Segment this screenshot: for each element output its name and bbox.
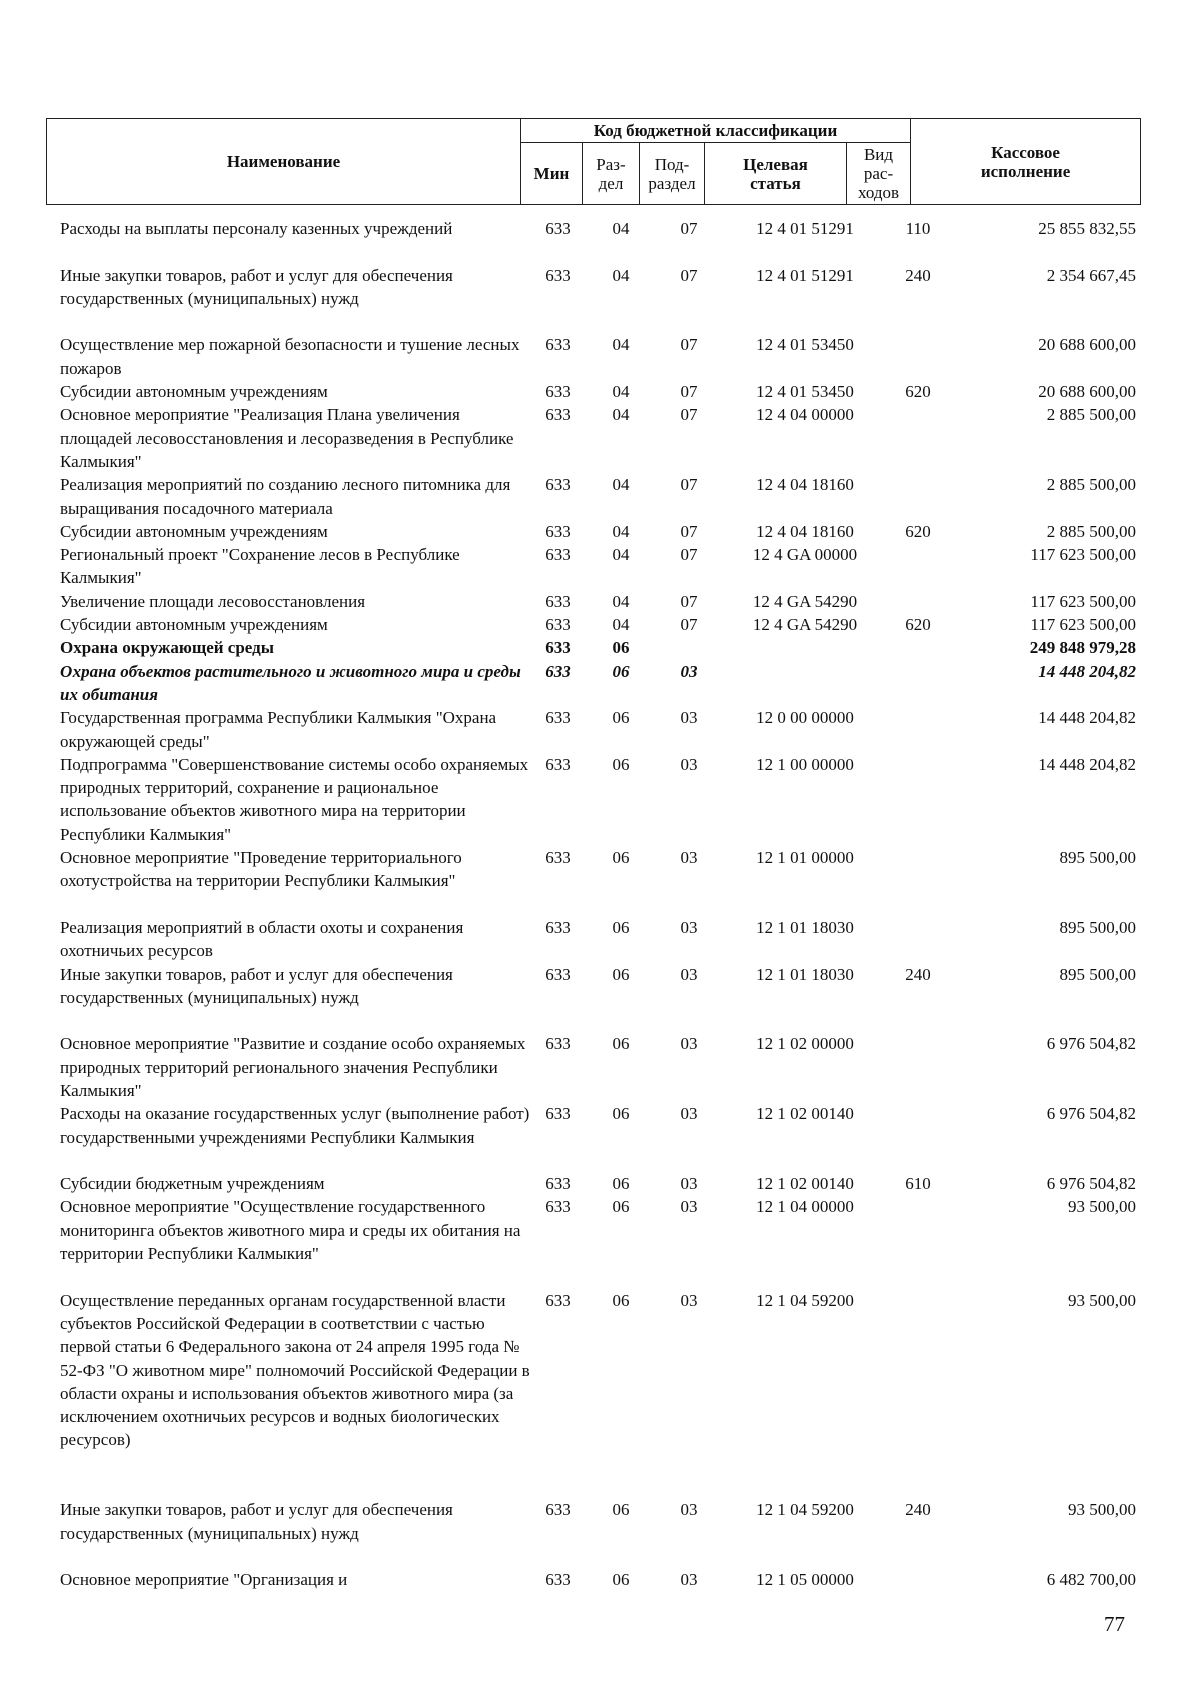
header-name: Наименование — [47, 119, 521, 205]
row-podrazdel: 03 — [680, 754, 698, 774]
row-kassovoe: 20 688 600,00 — [1038, 382, 1136, 402]
row-razdel: 04 — [612, 615, 630, 635]
row-kassovoe: 117 623 500,00 — [1030, 615, 1136, 635]
row-razdel: 06 — [612, 1570, 630, 1590]
row-vid: 620 — [905, 382, 931, 402]
row-celevaya: 12 4 01 53450 — [756, 382, 854, 402]
row-name: Осуществление переданных органам государственной власти субъектов Российской Федерации в соответствии с частью первой статьи 6 Федерального закона от 24 апреля 1995 года № 52-ФЗ "О животном мире" полномочий Российской Федерации в области охраны и использования объектов животного мира (за исключением охотничьих ресурсов и водных биологических ресурсов) — [60, 1290, 530, 1450]
row-min: 633 — [545, 335, 571, 355]
row-name: Расходы на выплаты персоналу казенных учреждений — [60, 219, 453, 238]
row-kassovoe: 6 976 504,82 — [1046, 1104, 1136, 1124]
row-name: Реализация мероприятий в области охоты и сохранения охотничьих ресурсов — [60, 917, 464, 961]
table-row — [0, 543, 1200, 590]
row-kassovoe: 2 885 500,00 — [1046, 405, 1136, 425]
row-celevaya: 12 1 01 00000 — [756, 848, 854, 868]
table-row — [0, 1498, 1200, 1568]
table-row — [0, 1289, 1200, 1499]
row-razdel: 06 — [612, 1104, 630, 1124]
row-podrazdel: 03 — [680, 1104, 698, 1124]
row-min: 633 — [545, 1034, 571, 1054]
row-name: Субсидии автономным учреждениям — [60, 615, 328, 635]
row-name: Осуществление мер пожарной безопасности и тушение лесных пожаров — [60, 335, 520, 378]
header-podrazdel-text: Под- раздел — [648, 154, 696, 193]
row-podrazdel: 03 — [680, 1500, 698, 1520]
row-podrazdel: 07 — [680, 219, 698, 238]
table-row — [0, 613, 1200, 636]
row-min: 633 — [545, 1174, 571, 1194]
row-name: Расходы на оказание государственных услуг (выполнение работ) государственными учреждениями Республики Калмыкия — [60, 1104, 530, 1147]
table-row — [0, 753, 1200, 846]
table-row — [0, 217, 1200, 264]
row-razdel: 04 — [612, 382, 630, 402]
row-name: Иные закупки товаров, работ и услуг для обеспечения государственных (муниципальных) нужд — [60, 265, 453, 308]
header-vid — [847, 143, 911, 205]
row-name: Основное мероприятие "Реализация Плана увеличения площадей лесовосстановления и лесоразведения в Республике Калмыкия" — [60, 405, 514, 471]
row-razdel: 04 — [612, 521, 630, 541]
header-vid-text: Вид рас- ходов — [858, 145, 900, 202]
page-number: 77 — [1104, 1612, 1125, 1636]
row-name: Основное мероприятие "Осуществление государственного мониторинга объектов животного мира и среды их обитания на территории Республики Калмыкия" — [60, 1197, 521, 1264]
row-podrazdel: 03 — [680, 1290, 698, 1310]
row-razdel: 06 — [612, 754, 630, 774]
table-row — [0, 403, 1200, 473]
row-celevaya: 12 4 01 51291 — [756, 219, 854, 238]
row-kassovoe: 117 623 500,00 — [1030, 545, 1136, 565]
header-code-group: Код бюджетной классификации — [521, 119, 911, 143]
row-podrazdel: 07 — [680, 405, 698, 425]
row-podrazdel: 03 — [680, 1570, 698, 1590]
row-razdel: 06 — [612, 1290, 630, 1310]
table-row — [0, 846, 1200, 916]
row-razdel: 06 — [612, 917, 630, 937]
row-vid: 240 — [905, 265, 931, 285]
row-vid: 610 — [905, 1174, 931, 1194]
row-name: Субсидии бюджетным учреждениям — [60, 1174, 325, 1194]
row-name: Основное мероприятие "Проведение территориального охотустройства на территории Республики Калмыкия" — [60, 848, 462, 891]
row-min: 633 — [545, 1290, 571, 1310]
row-min: 633 — [545, 219, 571, 238]
row-celevaya: 12 1 04 00000 — [756, 1197, 854, 1217]
row-min: 633 — [545, 1500, 571, 1520]
table-header — [46, 118, 1141, 205]
row-podrazdel: 07 — [680, 545, 698, 565]
row-celevaya: 12 4 01 51291 — [756, 265, 854, 285]
row-celevaya: 12 1 01 18030 — [756, 917, 854, 937]
row-min: 633 — [545, 708, 571, 728]
row-name: Увеличение площади лесовосстановления — [60, 591, 366, 611]
row-podrazdel: 03 — [680, 1197, 698, 1217]
row-celevaya: 12 4 GA 54290 — [752, 591, 858, 611]
row-razdel: 06 — [612, 661, 630, 681]
row-celevaya: 12 1 02 00000 — [756, 1034, 854, 1054]
row-kassovoe: 14 448 204,82 — [1038, 661, 1136, 681]
row-kassovoe: 2 885 500,00 — [1046, 521, 1136, 541]
row-razdel: 04 — [612, 335, 630, 355]
row-celevaya: 12 1 02 00140 — [756, 1104, 854, 1124]
row-celevaya: 12 1 02 00140 — [756, 1174, 854, 1194]
row-min: 633 — [545, 1197, 571, 1217]
row-min: 633 — [545, 405, 571, 425]
table-row — [0, 963, 1200, 1033]
row-kassovoe: 895 500,00 — [1059, 964, 1136, 984]
row-min: 633 — [545, 382, 571, 402]
table-row — [0, 1172, 1200, 1195]
row-podrazdel: 03 — [680, 708, 698, 728]
row-min: 633 — [545, 964, 571, 984]
row-name: Основное мероприятие "Организация и — [60, 1570, 348, 1590]
row-min: 633 — [545, 265, 571, 285]
row-podrazdel: 03 — [680, 964, 698, 984]
row-min: 633 — [545, 661, 571, 681]
row-kassovoe: 93 500,00 — [1068, 1500, 1136, 1520]
row-kassovoe: 6 976 504,82 — [1046, 1034, 1136, 1054]
row-name: Реализация мероприятий по созданию лесного питомника для выращивания посадочного материала — [60, 475, 511, 518]
row-kassovoe: 895 500,00 — [1059, 848, 1136, 868]
row-min: 633 — [545, 1104, 571, 1124]
table-row — [0, 1568, 1200, 1591]
row-kassovoe: 6 976 504,82 — [1046, 1174, 1136, 1194]
row-razdel: 04 — [612, 405, 630, 425]
row-min: 633 — [545, 917, 571, 937]
header-celevaya — [705, 143, 847, 205]
header-podrazdel — [640, 143, 705, 205]
row-razdel: 04 — [612, 591, 630, 611]
row-podrazdel: 07 — [680, 475, 698, 495]
table-row — [0, 264, 1200, 334]
row-kassovoe: 14 448 204,82 — [1038, 754, 1136, 774]
header-min: Мин — [521, 143, 583, 205]
row-podrazdel: 07 — [680, 382, 698, 402]
table-row — [0, 1032, 1200, 1102]
row-podrazdel: 07 — [680, 521, 698, 541]
row-celevaya: 12 4 01 53450 — [756, 335, 854, 355]
row-name: Подпрограмма "Совершенствование системы особо охраняемых природных территорий, сохранение и рациональное использование объектов животного мира на территории Республики Калмыкия" — [60, 754, 529, 844]
row-name: Основное мероприятие "Развитие и создание особо охраняемых природных территорий регионального значения Республики Калмыкия" — [60, 1034, 526, 1100]
table-row — [0, 916, 1200, 963]
row-kassovoe: 2 885 500,00 — [1046, 475, 1136, 495]
row-celevaya: 12 4 04 18160 — [756, 521, 854, 541]
header-razdel-text: Раз- дел — [596, 154, 626, 193]
row-vid: 620 — [905, 615, 931, 635]
row-razdel: 06 — [612, 1034, 630, 1054]
table-row — [0, 1102, 1200, 1172]
row-name: Иные закупки товаров, работ и услуг для обеспечения государственных (муниципальных) нужд — [60, 1500, 453, 1543]
row-celevaya: 12 1 05 00000 — [756, 1570, 854, 1590]
row-min: 633 — [545, 591, 571, 611]
row-kassovoe: 249 848 979,28 — [1029, 638, 1136, 658]
table-row — [0, 1195, 1200, 1288]
row-min: 633 — [545, 475, 571, 495]
row-podrazdel: 03 — [680, 848, 698, 868]
table-row — [0, 660, 1200, 707]
row-name: Субсидии автономным учреждениям — [60, 521, 328, 541]
row-name: Охрана объектов растительного и животного мира и среды их обитания — [60, 661, 521, 704]
row-podrazdel: 07 — [680, 615, 698, 635]
header-kassovoe-text: Кассовое исполнение — [980, 142, 1071, 181]
row-razdel: 06 — [612, 1174, 630, 1194]
header-razdel — [583, 143, 640, 205]
row-min: 633 — [545, 754, 571, 774]
header-celevaya-text: Целевая статья — [743, 154, 808, 193]
row-name: Региональный проект "Сохранение лесов в Республике Калмыкия" — [60, 545, 460, 588]
row-razdel: 06 — [612, 1197, 630, 1217]
table-row — [0, 636, 1200, 659]
row-podrazdel: 03 — [680, 1034, 698, 1054]
row-razdel: 06 — [612, 1500, 630, 1520]
row-min: 633 — [545, 545, 571, 565]
row-celevaya: 12 4 04 00000 — [756, 405, 854, 425]
row-podrazdel: 03 — [680, 1174, 698, 1194]
row-min: 633 — [545, 521, 571, 541]
row-razdel: 06 — [612, 964, 630, 984]
row-min: 633 — [545, 848, 571, 868]
row-celevaya: 12 1 01 18030 — [756, 964, 854, 984]
row-razdel: 06 — [612, 708, 630, 728]
row-min: 633 — [545, 638, 571, 658]
row-name: Государственная программа Республики Калмыкия "Охрана окружающей среды" — [60, 708, 497, 751]
table-row — [0, 706, 1200, 753]
row-razdel: 04 — [612, 545, 630, 565]
row-kassovoe: 117 623 500,00 — [1030, 591, 1136, 611]
row-kassovoe: 93 500,00 — [1068, 1290, 1136, 1310]
row-name: Субсидии автономным учреждениям — [60, 382, 328, 402]
row-razdel: 04 — [612, 265, 630, 285]
table-row — [0, 473, 1200, 520]
table-row — [0, 380, 1200, 403]
row-celevaya: 12 0 00 00000 — [756, 708, 854, 728]
row-celevaya: 12 1 04 59200 — [756, 1290, 854, 1310]
table-row — [0, 520, 1200, 543]
row-kassovoe: 14 448 204,82 — [1038, 708, 1136, 728]
row-podrazdel: 03 — [680, 917, 698, 937]
header-kassovoe — [911, 119, 1141, 205]
row-podrazdel: 03 — [680, 661, 698, 681]
row-vid: 240 — [905, 1500, 931, 1520]
row-podrazdel: 07 — [680, 265, 698, 285]
row-kassovoe: 6 482 700,00 — [1046, 1570, 1136, 1590]
row-min: 633 — [545, 1570, 571, 1590]
row-kassovoe: 895 500,00 — [1059, 917, 1136, 937]
table-body — [0, 217, 1200, 1592]
table-row — [0, 333, 1200, 380]
row-kassovoe: 20 688 600,00 — [1038, 335, 1136, 355]
row-razdel: 04 — [612, 219, 630, 238]
row-razdel: 04 — [612, 475, 630, 495]
row-celevaya: 12 4 GA 54290 — [752, 615, 858, 635]
row-celevaya: 12 1 00 00000 — [756, 754, 854, 774]
row-min: 633 — [545, 615, 571, 635]
row-kassovoe: 93 500,00 — [1068, 1197, 1136, 1217]
row-kassovoe: 25 855 832,55 — [1038, 219, 1136, 238]
row-razdel: 06 — [612, 638, 630, 658]
row-razdel: 06 — [612, 848, 630, 868]
table-row — [0, 590, 1200, 613]
row-vid: 620 — [905, 521, 931, 541]
row-podrazdel: 07 — [680, 335, 698, 355]
row-celevaya: 12 4 04 18160 — [756, 475, 854, 495]
row-celevaya: 12 4 GA 00000 — [752, 545, 858, 565]
row-name: Охрана окружающей среды — [60, 638, 274, 658]
row-vid: 110 — [905, 219, 931, 238]
row-celevaya: 12 1 04 59200 — [756, 1500, 854, 1520]
row-name: Иные закупки товаров, работ и услуг для обеспечения государственных (муниципальных) нужд — [60, 964, 453, 1007]
row-vid: 240 — [905, 964, 931, 984]
row-podrazdel: 07 — [680, 591, 698, 611]
row-kassovoe: 2 354 667,45 — [1046, 265, 1136, 285]
